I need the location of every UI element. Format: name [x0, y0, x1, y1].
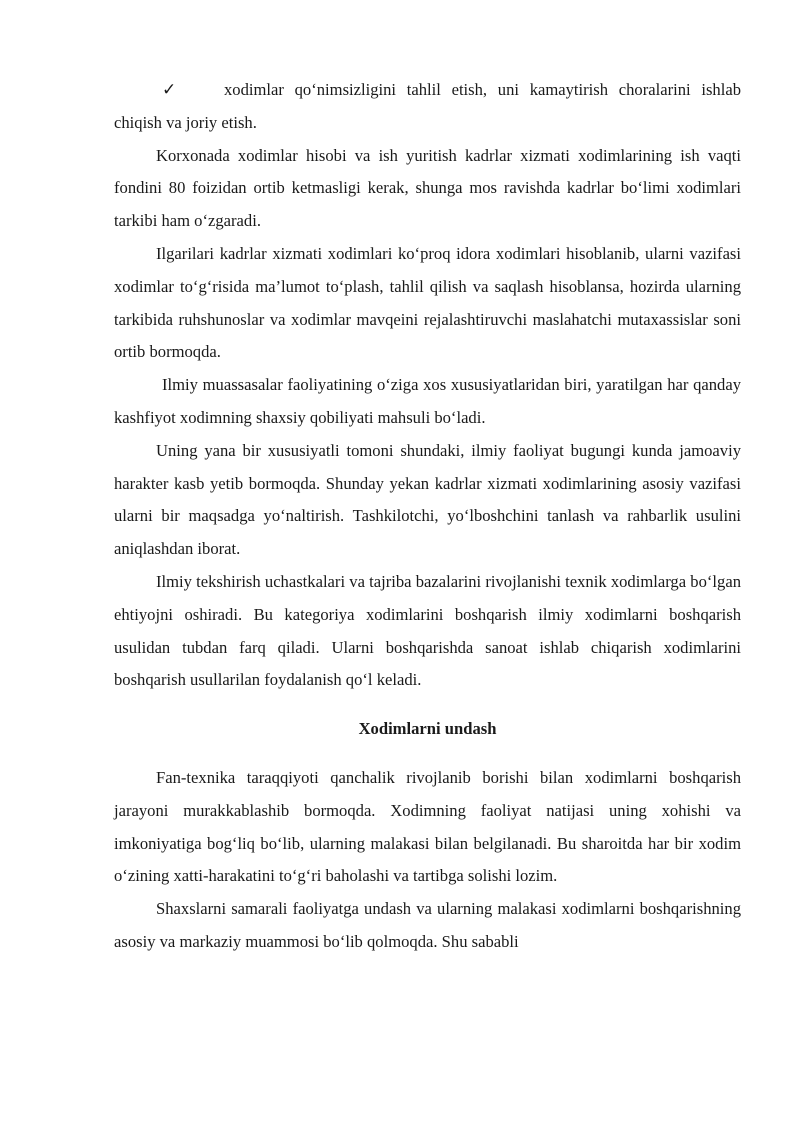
- paragraph: Ilmiy muassasalar faoliyatining o‘ziga xos xususiyatlaridan biri, yaratilgan har qanday kashfiyot xodimning shaxsiy qobiliyati mahsuli bo‘ladi.: [114, 375, 741, 427]
- paragraph: Uning yana bir xususiyatli tomoni shundaki, ilmiy faoliyat bugungi kunda jamoaviy harakter kasb yetib bormoqda. Shunday yekan kadrlar xizmati xodimlarining asosiy vazifasi ularni bir maqsadga yo‘naltirish. Tashkilotchi, yo‘lboshchini tanlash va rahbarlik usulini aniqlashdan iborat.: [114, 440, 741, 559]
- document-body: [114, 74, 741, 959]
- paragraph: Ilmiy tekshirish uchastkalari va tajriba bazalarini rivojlanishi texnik xodimlarga bo‘lgan ehtiyojni oshiradi. Bu kategoriya xodimlarini boshqarish ilmiy xodimlarni boshqarish usulidan tubdan farq qiladi. Ularni boshqarishda sanoat ishlab chiqarish xodimlarini boshqarish usullarilan foydalanish qo‘l keladi.: [114, 571, 741, 690]
- bullet-item: [114, 74, 741, 140]
- paragraph: Ilgarilari kadrlar xizmati xodimlari ko‘proq idora xodimlari hisoblanib, ularni vazifasi xodimlar to‘g‘risida ma’lumot to‘plash, tahlil qilish va saqlash hisoblansa, hozirda ularning tarkibida ruhshunoslar va xodimlar mavqeini rejalashtiruvchi maslahatchi mutaxassislar soni ortib bormoqda.: [114, 243, 741, 362]
- paragraph: Korxonada xodimlar hisobi va ish yuritish kadrlar xizmati xodimlarining ish vaqti fondini 80 foizidan ortib ketmasligi kerak, shunga mos ravishda kadrlar bo‘limi xodimlari tarkibi ham o‘zgaradi.: [114, 145, 741, 231]
- paragraph: Shaxslarni samarali faoliyatga undash va ularning malakasi xodimlarni boshqarishning asosiy va markaziy muammosi bo‘lib qolmoqda. Shu sababli: [114, 899, 741, 951]
- bullet-text: xodimlar qo‘nimsizligini tahlil etish, uni kamaytirish choralarini ishlab chiqish va joriy etish.: [114, 80, 741, 132]
- check-icon: ✓: [162, 80, 177, 100]
- paragraph: Fan-texnika taraqqiyoti qanchalik rivojlanib borishi bilan xodimlarni boshqarish jarayoni murakkablashib bormoqda. Xodimning faoliyat natijasi uning xohishi va imkoniyatiga bog‘liq bo‘lib, ularning malakasi bilan belgilanadi. Bu sharoitda har bir xodim o‘zining xatti-harakatini to‘g‘ri baholashi va tartibga solishi lozim.: [114, 767, 741, 886]
- section-heading: Xodimlarni undash: [358, 719, 497, 739]
